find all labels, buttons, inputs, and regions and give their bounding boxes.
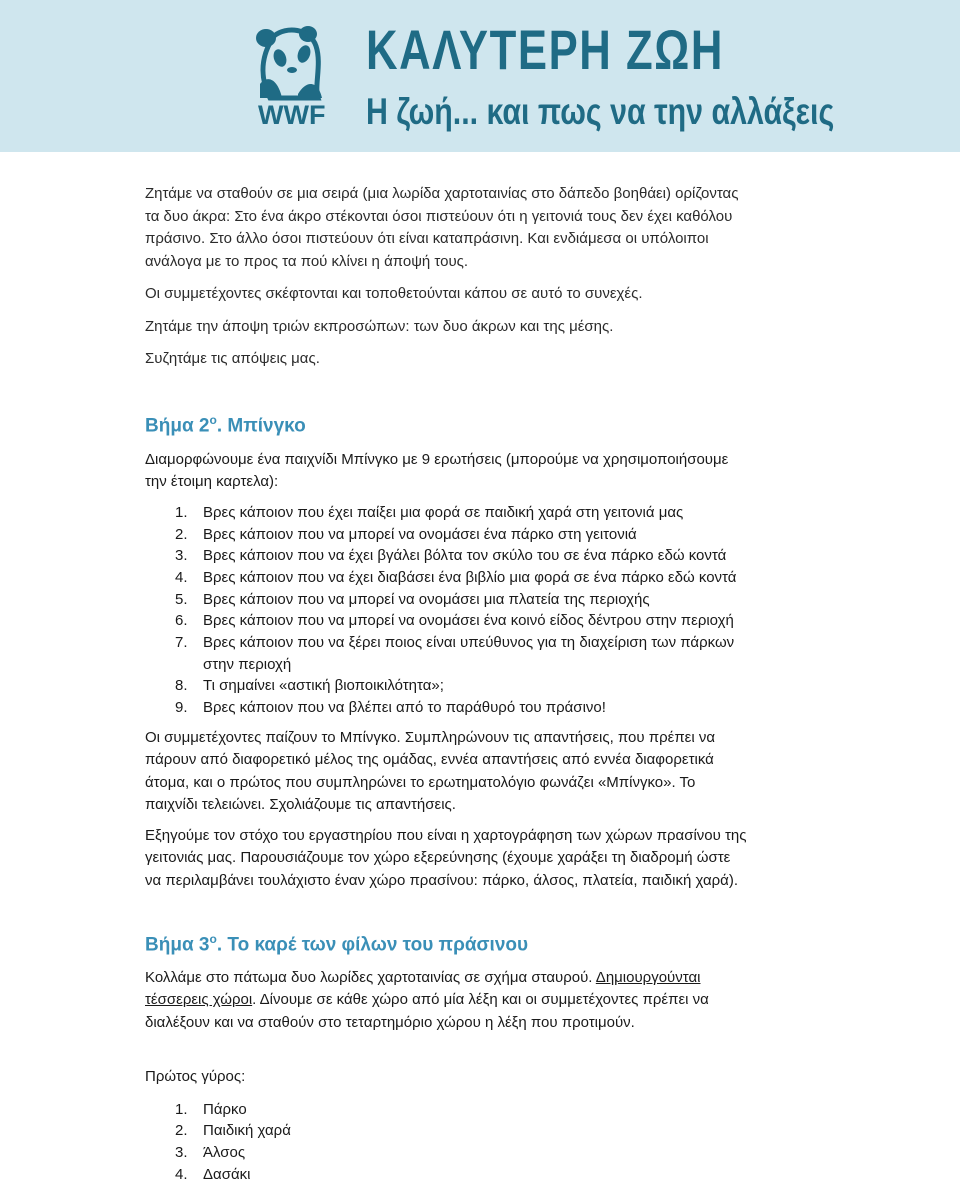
text-line: Οι συμμετέχοντες παίζουν το Μπίνγκο. Συμπληρώνουν τις απαντήσεις, που πρέπει να — [145, 728, 716, 746]
text-line: γειτονιάς μας. Παρουσιάζουμε τον χώρο εξερεύνησης (έχουμε χαράξει τη διαδρομή ώστε — [145, 849, 731, 867]
intro-line-4: Συζητάμε τις απόψεις μας. — [145, 350, 320, 367]
text-line: τα δυο άκρα: Στο ένα άκρο στέκονται όσοι πιστεύουν ότι η γειτονιά τους δεν έχει καθόλου — [145, 207, 733, 225]
bingo-questions-list — [145, 502, 825, 719]
text-line: διαλέξουν και να σταθούν στο τεταρτημόριο χώρου η λέξη που προτιμούν. — [145, 1013, 635, 1031]
list-item: 1. Πάρκο — [175, 1100, 247, 1118]
text-line: την έτοιμη καρτελα): — [145, 473, 279, 491]
step2-heading: Βήμα $2^o$. Μπίνγκο — [145, 412, 306, 436]
intro-line-2: Οι συμμετέχοντες σκέφτονται και τοποθετούνται κάπου σε αυτό το συνεχές. — [145, 285, 643, 302]
list-item: 9. Βρες κάποιον που να βλέπει από το παράθυρό του πράσινο! — [175, 699, 606, 717]
step3-heading: Βήμα $3^o$. Το καρέ των φίλων του πράσινου — [145, 932, 529, 956]
step3-paragraph — [145, 967, 825, 1035]
list-item: 2. Βρες κάποιον που να μπορεί να ονομάσει ένα πάρκο στη γειτονιά — [175, 525, 637, 543]
text-line: Κολλάμε στο πάτωμα δυο λωρίδες χαρτοταινίας σε σχήμα σταυρού. Δημιουργούνται — [145, 968, 701, 986]
header-banner — [0, 0, 960, 152]
list-item: 8. Τι σημαίνει «αστική βιοποικιλότητα»; — [175, 677, 444, 695]
brand-subtitle: Η ζωή... και πως να την αλλάξεις — [366, 91, 835, 132]
document-body — [145, 183, 825, 1186]
text-line: ανάλογα με το προς τα πού κλίνει η άποψή τους. — [145, 252, 469, 270]
text-line: Εξηγούμε τον στόχο του εργαστηρίου που είναι η χαρτογράφηση των χώρων πρασίνου της — [145, 826, 747, 844]
list-item: 5. Βρες κάποιον που να μπορεί να ονομάσει μια πλατεία της περιοχής — [175, 590, 650, 608]
list-item: 3. Βρες κάποιον που να έχει βγάλει βόλτα τον σκύλο του σε ένα πάρκο εδώ κοντά — [175, 547, 727, 565]
text-line: πράσινο. Στο άλλο όσοι πιστεύουν ότι είναι καταπράσινη. Και ενδιάμεσα οι υπόλοιποι — [145, 230, 709, 247]
intro-line-3: Ζητάμε την άποψη τριών εκπροσώπων: των δυο άκρων και της μέσης. — [145, 317, 614, 335]
round-label: Πρώτος γύρος: — [145, 1068, 246, 1086]
list-item: 6. Βρες κάποιον που να μπορεί να ονομάσει ένα κοινό είδος δέντρου στην περιοχή — [175, 612, 734, 630]
round-words-list — [145, 1099, 825, 1186]
brand-title: ΚΑΛΥΤΕΡΗ ΖΩΗ — [366, 18, 724, 81]
bingo-play-paragraph — [145, 727, 825, 817]
text-line: Ζητάμε να σταθούν σε μια σειρά (μια λωρίδα χαρτοταινίας στο δάπεδο βοηθάει) ορίζοντας — [145, 185, 739, 202]
list-item: 2. Παιδική χαρά — [175, 1122, 291, 1140]
list-item: 3. Άλσος — [175, 1144, 246, 1162]
list-item: 1. Βρες κάποιον που έχει παίξει μια φορά σε παιδική χαρά στη γειτονιά μας — [175, 503, 684, 521]
intro-paragraph — [145, 183, 825, 273]
text-line: άτομα, και ο πρώτος που συμπληρώνει το ερωτηματολόγιο φωνάζει «Μπίνγκο». Το — [145, 773, 696, 791]
text-line: να περιλαμβάνει τουλάχιστο έναν χώρο πρασίνου: πάρκο, άλσος, πλατεία, παιδική χαρά). — [145, 871, 739, 889]
wwf-logo-text: WWF — [258, 100, 326, 130]
text-line: πάρουν από διαφορετικό μέλος της ομάδας, εννέα απαντήσεις από εννέα διαφορετικά — [145, 751, 714, 769]
text-line: Διαμορφώνουμε ένα παιχνίδι Μπίνγκο με 9 ερωτήσεις (μπορούμε να χρησιμοποιήσουμε — [145, 450, 729, 468]
list-item: 7. Βρες κάποιον που να ξέρει ποιος είναι υπεύθυνος για τη διαχείριση των πάρκων στην περιοχή — [175, 634, 735, 673]
goal-paragraph — [145, 825, 825, 893]
step2-description — [145, 449, 825, 494]
list-item: 4. Δασάκι — [175, 1165, 251, 1183]
text-line: τέσσερεις χώροι. Δίνουμε σε κάθε χώρο από μία λέξη και οι συμμετέχοντες πρέπει να — [145, 991, 709, 1009]
list-item: 4. Βρες κάποιον που να έχει διαβάσει ένα βιβλίο μια φορά σε ένα πάρκο εδώ κοντά — [175, 568, 737, 586]
text-line: παιχνίδι τελειώνει. Σχολιάζουμε τις απαντήσεις. — [145, 796, 456, 814]
